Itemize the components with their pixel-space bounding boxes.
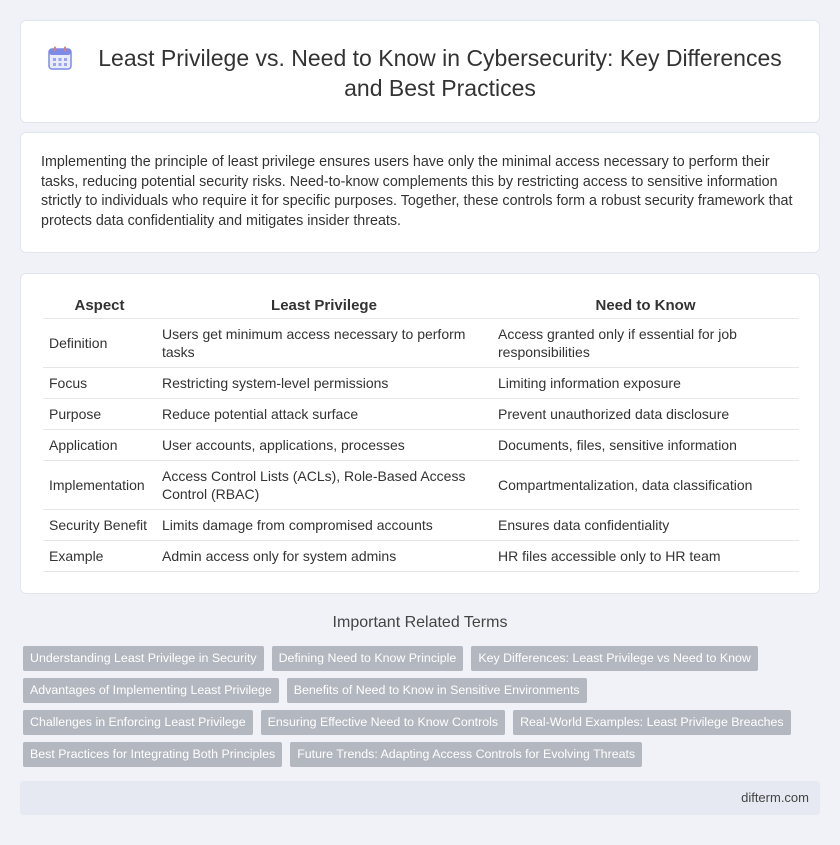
calendar-icon <box>47 45 73 71</box>
related-tag[interactable]: Key Differences: Least Privilege vs Need to Know <box>471 646 758 671</box>
table-row <box>43 429 799 460</box>
header-aspect: Aspect <box>43 294 156 318</box>
table-row <box>43 318 799 367</box>
header-card <box>20 20 820 123</box>
row-need-to-know: Prevent unauthorized data disclosure <box>492 398 799 429</box>
header-least-privilege: Least Privilege <box>156 294 492 318</box>
comparison-table <box>43 294 799 572</box>
row-aspect: Focus <box>43 367 156 398</box>
table-header-row <box>43 294 799 318</box>
row-least-privilege: Users get minimum access necessary to perform tasks <box>156 318 492 367</box>
row-need-to-know: Limiting information exposure <box>492 367 799 398</box>
comparison-table-card <box>20 273 820 594</box>
row-aspect: Purpose <box>43 398 156 429</box>
related-tag[interactable]: Defining Need to Know Principle <box>272 646 464 671</box>
related-terms-title: Important Related Terms <box>332 614 508 631</box>
row-need-to-know: Access granted only if essential for job responsibilities <box>492 318 799 367</box>
intro-text: Implementing the principle of least privilege ensures users have only the minimal access necessary to perform their tasks, reducing potential security risks. Need-to-know complements this by restricting access to sensitive information strictly to individuals who require it for specific purposes. Together, these controls form a robust security framework that protects data confidentiality and mitigates insider threats. <box>41 154 793 229</box>
row-least-privilege: Admin access only for system admins <box>156 540 492 571</box>
related-tag[interactable]: Advantages of Implementing Least Privilege <box>23 678 279 703</box>
row-least-privilege: Access Control Lists (ACLs), Role-Based Access Control (RBAC) <box>156 460 492 509</box>
row-need-to-know: Documents, files, sensitive information <box>492 429 799 460</box>
footer-site-link[interactable]: difterm.com <box>741 790 809 805</box>
row-least-privilege: Restricting system-level permissions <box>156 367 492 398</box>
table-row <box>43 509 799 540</box>
row-need-to-know: Ensures data confidentiality <box>492 509 799 540</box>
row-aspect: Application <box>43 429 156 460</box>
row-least-privilege: Limits damage from compromised accounts <box>156 509 492 540</box>
header-need-to-know: Need to Know <box>492 294 799 318</box>
related-tag[interactable]: Ensuring Effective Need to Know Controls <box>261 710 506 735</box>
page-title: Least Privilege vs. Need to Know in Cybersecurity: Key Differences and Best Practices <box>98 45 782 101</box>
row-need-to-know: HR files accessible only to HR team <box>492 540 799 571</box>
related-tag[interactable]: Benefits of Need to Know in Sensitive Environments <box>287 678 587 703</box>
table-row <box>43 367 799 398</box>
related-tag[interactable]: Best Practices for Integrating Both Principles <box>23 742 282 767</box>
table-row <box>43 460 799 509</box>
related-terms-tags <box>23 646 823 774</box>
row-aspect: Definition <box>43 318 156 367</box>
table-row <box>43 540 799 571</box>
related-tag[interactable]: Future Trends: Adapting Access Controls for Evolving Threats <box>290 742 642 767</box>
row-aspect: Implementation <box>43 460 156 509</box>
row-need-to-know: Compartmentalization, data classification <box>492 460 799 509</box>
intro-card <box>20 132 820 253</box>
row-aspect: Example <box>43 540 156 571</box>
related-tag[interactable]: Understanding Least Privilege in Security <box>23 646 264 671</box>
row-aspect: Security Benefit <box>43 509 156 540</box>
table-row <box>43 398 799 429</box>
row-least-privilege: Reduce potential attack surface <box>156 398 492 429</box>
row-least-privilege: User accounts, applications, processes <box>156 429 492 460</box>
related-tag[interactable]: Challenges in Enforcing Least Privilege <box>23 710 253 735</box>
footer <box>20 781 820 815</box>
related-tag[interactable]: Real-World Examples: Least Privilege Breaches <box>513 710 791 735</box>
